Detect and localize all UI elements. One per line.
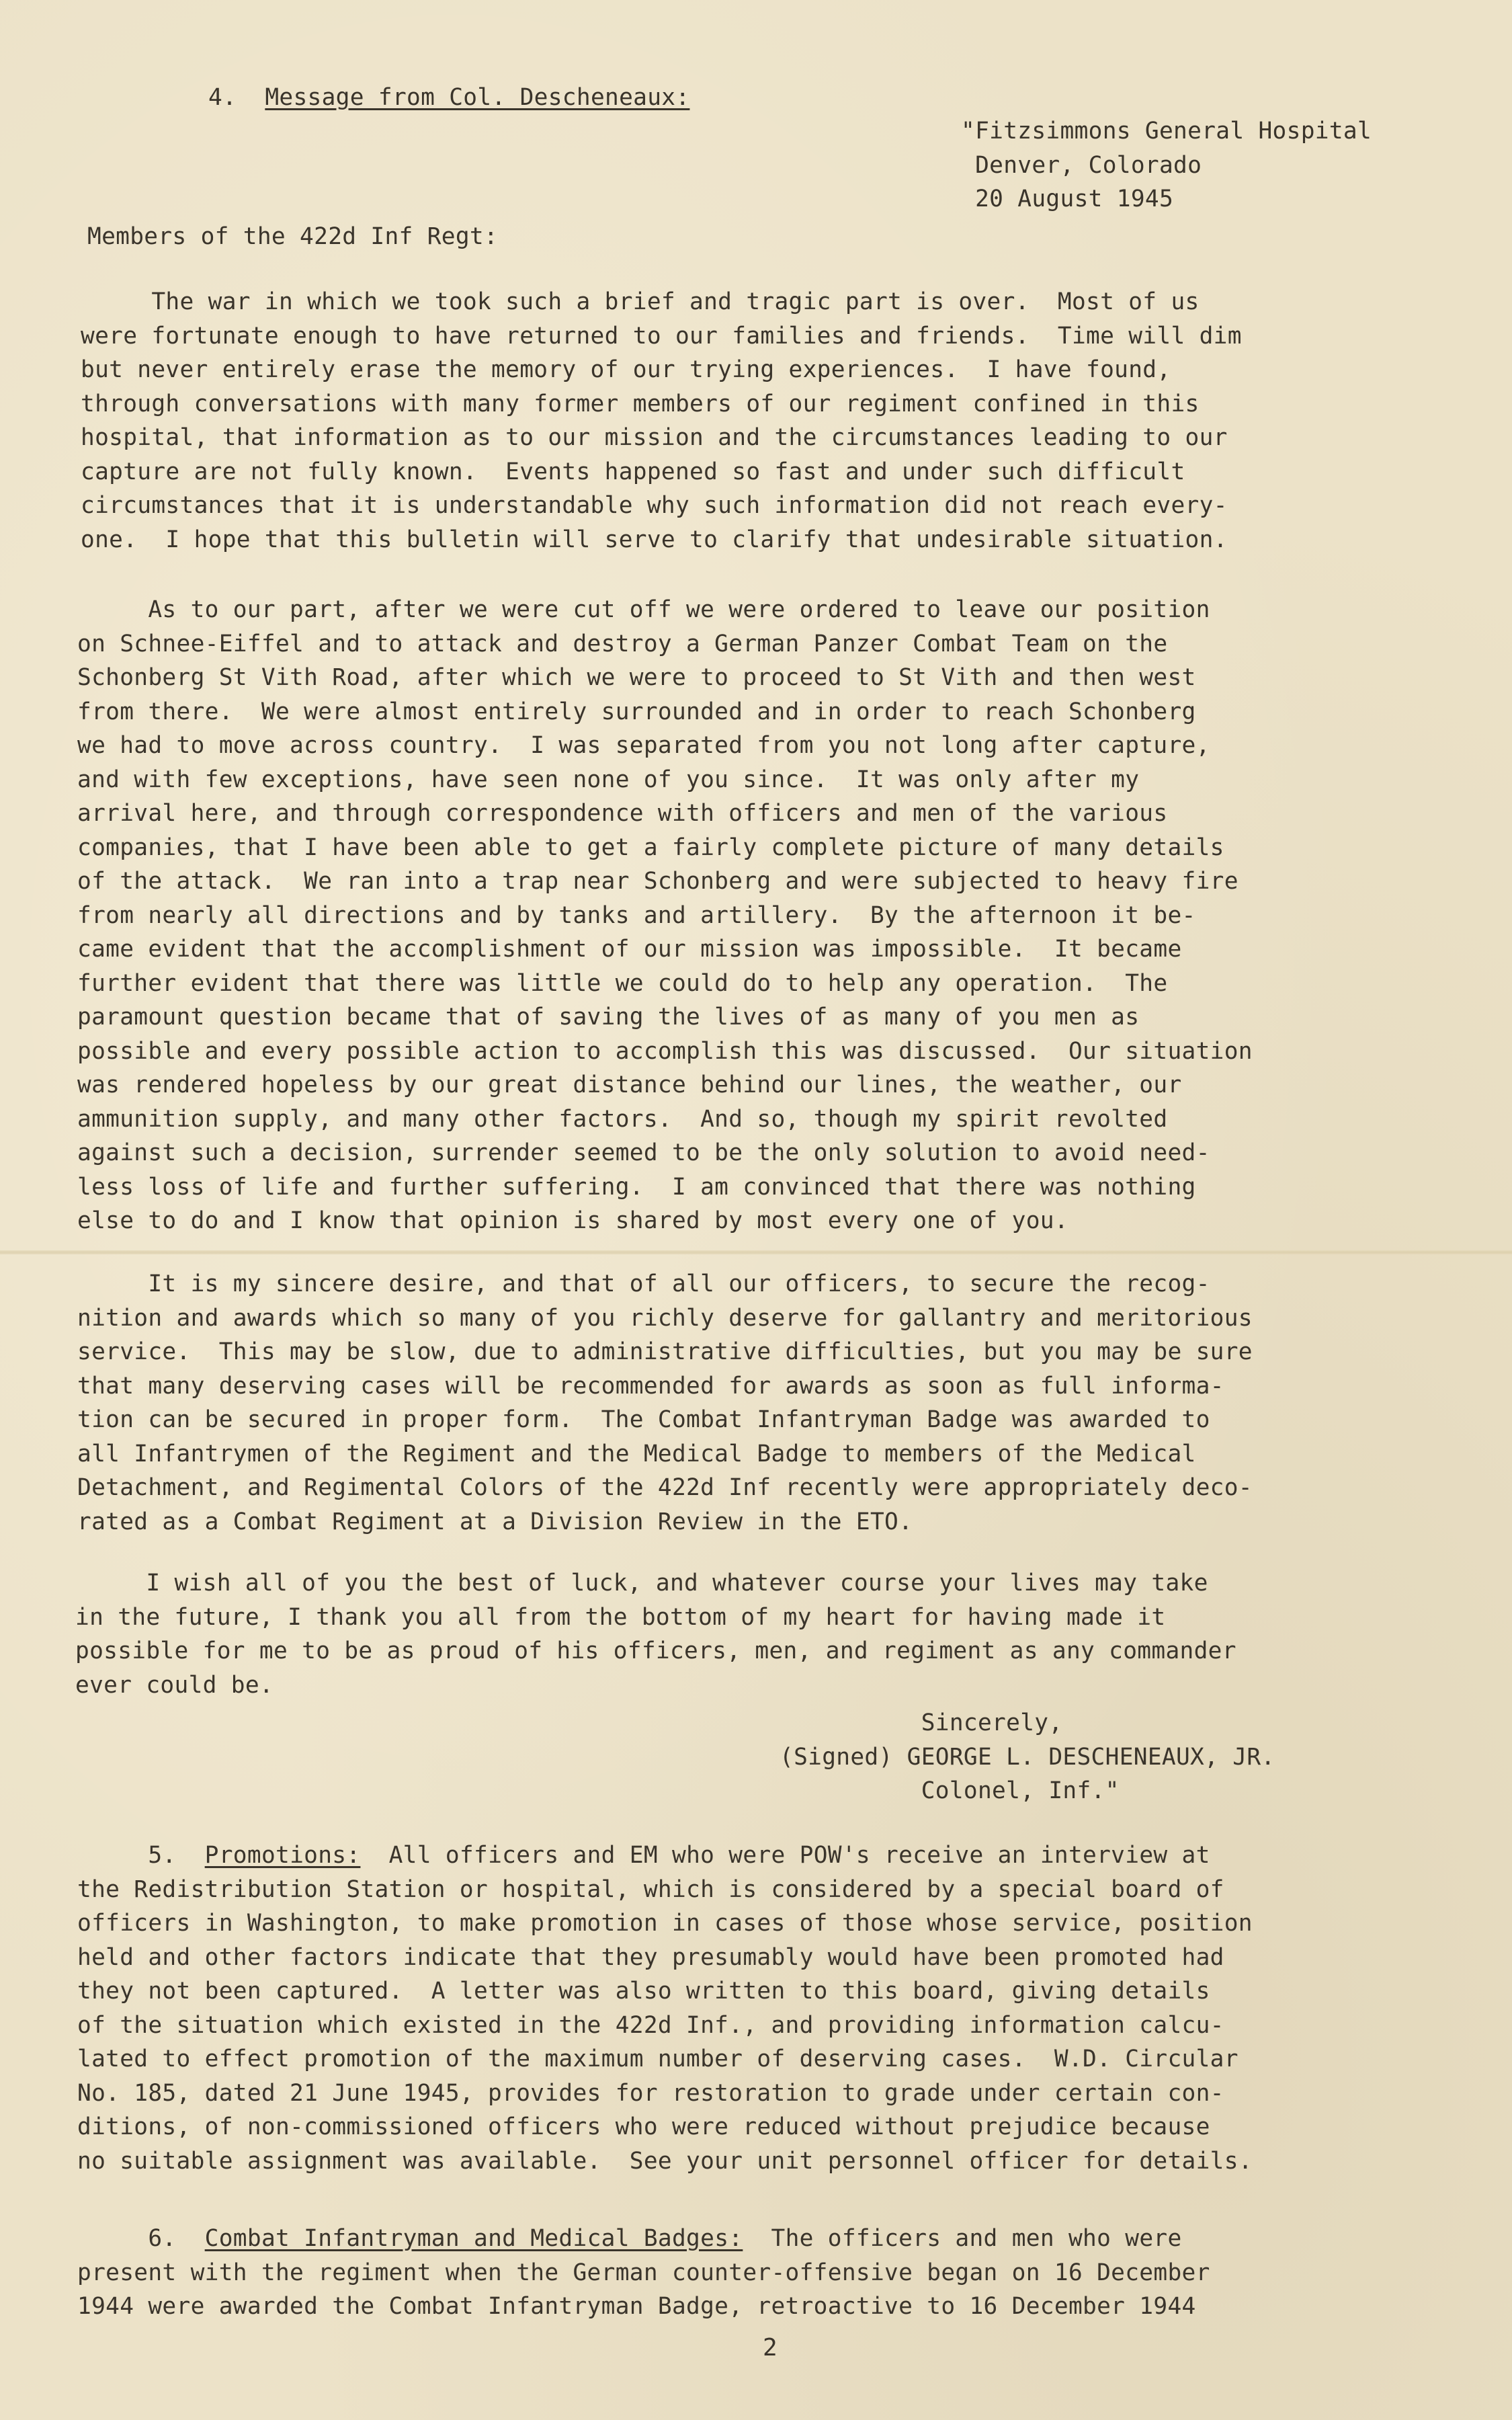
item-6-badges: [77, 2222, 1210, 2324]
letter-paragraph: As to our part, after we were cut off we were ordered to leave our position on Schnee-Eiffel and to attack and destroy a German Panzer Combat Team on the Schonberg St Vith Road, after which we were to proceed to St Vith and then west from there. We were almost entirely surrounded and in order to reach Schonberg we had to move across country. I was separated from you not long after capture, and with few exceptions, have seen none of you since. It was only after my arrival here, and through correspondence with officers and men of the various companies, that I have been able to get a fairly complete picture of many details of the attack. We ran into a trap near Schonberg and were subjected to heavy fire from nearly all directions and by tanks and artillery. By the afternoon it be- came evident that the accomplishment of our mission was impossible. It became further evident that there was little we could do to help any operation. The paramount question became that of saving the lives of as many of you men as possible and every possible action to accomplish this was discussed. Our situation was rendered hopeless by our great distance behind our lines, the weather, our ammunition supply, and many other factors. And so, though my spirit revolted against such a decision, surrender seemed to be the only solution to avoid need- less loss of life and further suffering. I am convinced that there was nothing else to do and I know that opinion is shared by most every one of you.: [77, 596, 1253, 1234]
letter-salutation: Members of the 422d Inf Regt:: [87, 223, 499, 250]
item-5-number: 5.: [77, 1842, 177, 1869]
item-6-text: The officers and men who were present with the regiment when the German counter-offensive began on 16 December 1944 were awarded the Combat Infantryman Badge, retroactive to 16 December 1944: [77, 2225, 1210, 2320]
item-6-number: 6.: [77, 2225, 177, 2252]
item-4-number: 4.: [208, 84, 237, 111]
item-5-title: Promotions:: [204, 1842, 361, 1869]
letter-paragraph: The war in which we took such a brief and tragic part is over. Most of us were fortunate enough to have returned to our families and friends. Time will dim but never entirely erase the memory of our trying experiences. I have found, through conversations with many former members of our regiment confined in this hospital, that information as to our mission and the circumstances leading to our capture are not fully known. Events happened so fast and under such difficult circumstances that it is understandable why such information did not reach every- one. I hope that this bulletin will serve to clarify that undesirable situation.: [81, 288, 1242, 553]
item-5-promotions: [77, 1839, 1253, 2178]
page-number: 2: [763, 2334, 778, 2362]
item-6-title: Combat Infantryman and Medical Badges:: [204, 2225, 743, 2252]
letter-address-block: "Fitzsimmons General Hospital Denver, Colorado 20 August 1945: [961, 118, 1372, 212]
paper-fold-crease: [0, 1250, 1512, 1254]
item-4-heading: [208, 81, 689, 115]
letter-paragraph: I wish all of you the best of luck, and whatever course your lives may take in the future, I thank you all from the bottom of my heart for having made it possible for me to be as proud of his officers, men, and regiment as any commander ever could be.: [75, 1570, 1236, 1699]
letter-signature-block: Sincerely, (Signed) GEORGE L. DESCHENEAUX, JR. Colonel, Inf.": [780, 1709, 1275, 1804]
item-4-title: Message from Col. Descheneaux:: [265, 84, 690, 111]
letter-paragraph: It is my sincere desire, and that of all our officers, to secure the recog- nition and awards which so many of you richly deserve for gallantry and meritorious service. This may be slow, due to administrative difficulties, but you may be sure that many deserving cases will be recommended for awards as soon as full informa- tion can be secured in proper form. The Combat Infantryman Badge was awarded to all Infantrymen of the Regiment and the Medical Badge to members of the Medical Detachment, and Regimental Colors of the 422d Inf recently were appropriately deco- rated as a Combat Regiment at a Division Review in the ETO.: [77, 1270, 1253, 1535]
item-5-text: All officers and EM who were POW's receive an interview at the Redistribution Station or hospital, which is considered by a special board of officers in Washington, to make promotion in cases of those whose service, position held and other factors indicate that they presumably would have been promoted had they not been captured. A letter was also written to this board, giving details of the situation which existed in the 422d Inf., and providing information calcu- lated to effect promotion of the maximum number of deserving cases. W.D. Circular No. 185, dated 21 June 1945, provides for restoration to grade under certain con- ditions, of non-commissioned officers who were reduced without prejudice because no suitable assignment was available. See your unit personnel officer for details.: [77, 1842, 1253, 2175]
